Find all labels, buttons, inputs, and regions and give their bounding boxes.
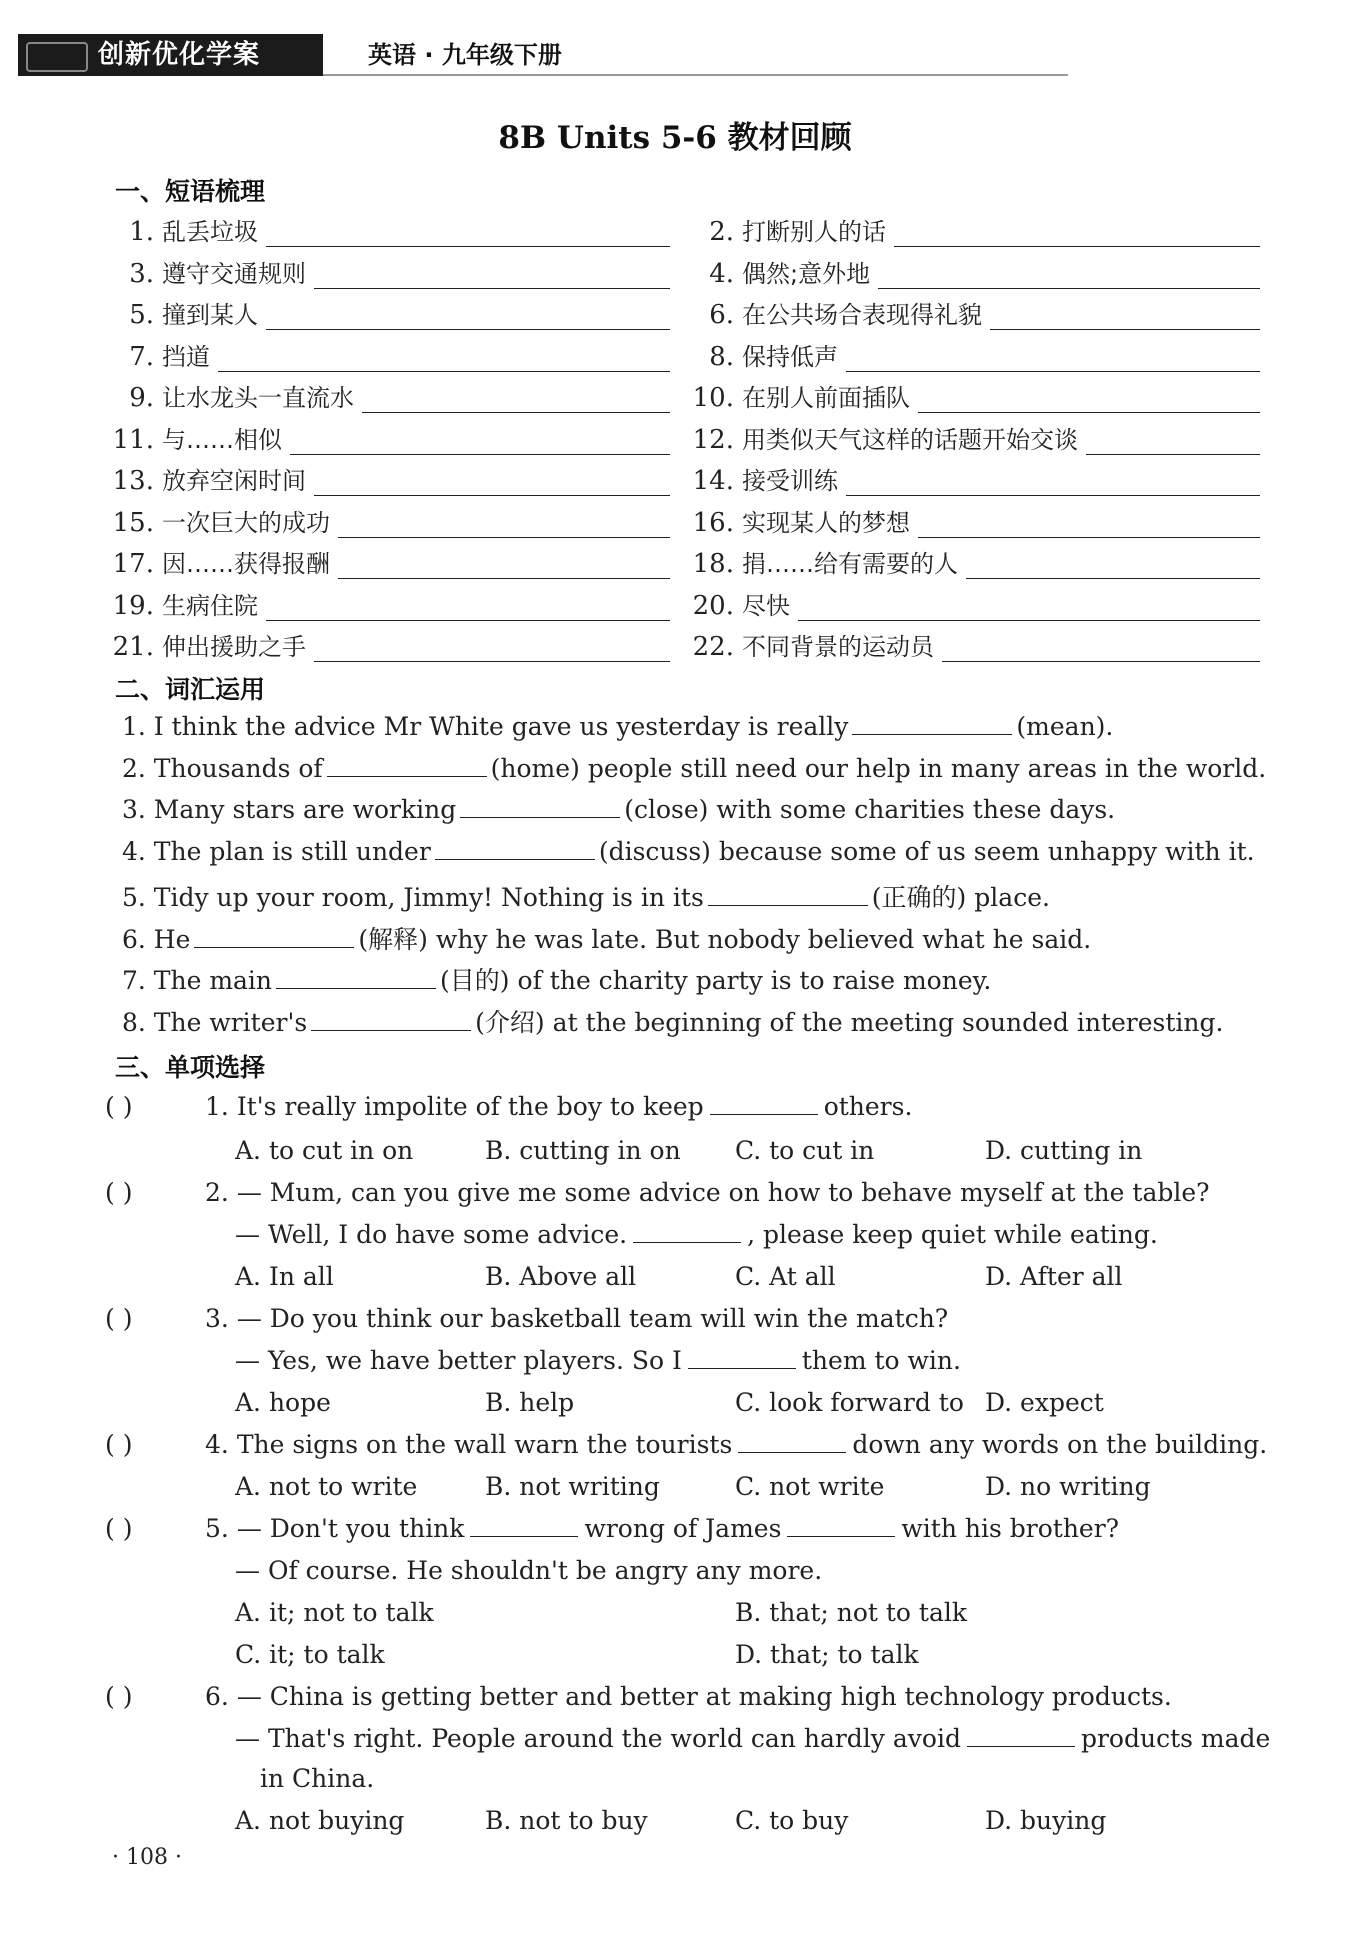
phrase-number: 18. (692, 549, 734, 579)
word-hint: (close) (624, 795, 709, 824)
phrase-number: 20. (692, 590, 734, 621)
option[interactable]: B. Above all (485, 1262, 637, 1291)
phrase-number: 4. (709, 258, 734, 289)
question-text: — That's right. People around the world can hardly avoid (235, 1724, 961, 1753)
question-5 (205, 1514, 1119, 1543)
question-text: — Mum, can you give me some advice on how to behave myself at the table? (236, 1178, 1210, 1207)
question-number: 6. (205, 1682, 229, 1711)
answer-blank[interactable] (787, 1516, 895, 1537)
phrase-number: 2. (709, 217, 734, 247)
phrase-text: 因……获得报酬 (162, 550, 330, 578)
answer-blank[interactable] (688, 1348, 796, 1369)
phrase-number: 22. (692, 632, 734, 662)
phrase-number: 5. (129, 300, 154, 330)
phrase-item (110, 627, 670, 662)
answer-blank[interactable] (846, 347, 1260, 372)
phrase-item (690, 420, 1260, 455)
phrase-item (110, 295, 670, 330)
answer-blank[interactable] (846, 471, 1260, 496)
phrase-text: 一次巨大的成功 (162, 508, 330, 537)
answer-blank[interactable] (1086, 430, 1260, 455)
question-text: The signs on the wall warn the tourists (236, 1430, 733, 1459)
answer-blank[interactable] (738, 1432, 846, 1453)
vocab-text: people still need our help in many areas in the world. (587, 753, 1267, 783)
phrase-item (110, 212, 670, 247)
option[interactable]: D. After all (985, 1262, 1123, 1291)
phrase-text: 尽快 (742, 591, 790, 620)
option[interactable]: B. cutting in on (485, 1136, 681, 1165)
vocab-text: 4. The plan is still under (122, 836, 431, 866)
question-text: products made (1080, 1724, 1271, 1753)
answer-paren[interactable]: ( ) (105, 1514, 133, 1543)
phrase-number: 7. (129, 341, 154, 372)
vocab-text: 3. Many stars are working (122, 795, 457, 824)
phrase-item (690, 212, 1260, 247)
question-number: 5. (205, 1514, 229, 1543)
question-1 (205, 1092, 912, 1121)
word-hint: (介绍) (475, 1007, 545, 1037)
question-text: — Do you think our basketball team will win the match? (236, 1304, 949, 1333)
phrase-text: 乱丢垃圾 (162, 218, 258, 246)
answer-blank[interactable] (966, 554, 1260, 579)
option[interactable]: B. that; not to talk (735, 1598, 968, 1627)
option[interactable]: B. help (485, 1388, 575, 1417)
question-4 (205, 1430, 1267, 1459)
page-title: 8B Units 5-6 教材回顾 (498, 120, 852, 156)
vocab-text: 5. Tidy up your room, Jimmy! Nothing is in its (122, 883, 704, 912)
question-3-line-2 (235, 1346, 961, 1375)
vocab-item (122, 920, 1252, 956)
question-number: 3. (205, 1304, 229, 1333)
phrase-number: 21. (112, 632, 154, 662)
phrase-text: 放弃空闲时间 (162, 467, 306, 495)
option[interactable]: D. buying (985, 1806, 1107, 1835)
phrase-item (690, 295, 1260, 330)
answer-blank[interactable] (290, 430, 670, 455)
phrase-item (110, 420, 670, 455)
answer-blank[interactable] (967, 1726, 1075, 1747)
vocab-item (122, 712, 1252, 741)
phrase-item (110, 544, 670, 579)
book-subject: 英语 · 九年级下册 (368, 41, 562, 69)
answer-blank[interactable] (266, 596, 670, 621)
vocab-text: 2. Thousands of (122, 753, 323, 783)
question-text: — Don't you think (236, 1514, 465, 1543)
answer-blank[interactable] (633, 1222, 741, 1243)
question-text: wrong of James (584, 1514, 782, 1543)
option[interactable]: D. cutting in (985, 1136, 1143, 1165)
option[interactable]: A. In all (235, 1262, 334, 1291)
answer-paren[interactable]: ( ) (105, 1430, 133, 1459)
vocab-text: 7. The main (122, 966, 273, 995)
answer-blank[interactable] (276, 968, 436, 989)
header-divider (323, 74, 1068, 76)
option[interactable]: A. hope (235, 1388, 331, 1417)
phrase-text: 打断别人的话 (742, 218, 886, 246)
section-3-heading: 三、单项选择 (115, 1053, 266, 1082)
section-2-heading: 二、词汇运用 (115, 675, 266, 704)
option[interactable]: D. no writing (985, 1472, 1151, 1501)
answer-blank[interactable] (314, 471, 670, 496)
question-text: , please keep quiet while eating. (747, 1220, 1158, 1249)
phrase-text: 生病住院 (162, 591, 258, 620)
phrase-text: 不同背景的运动员 (742, 633, 934, 661)
phrase-number: 8. (709, 341, 734, 372)
brand-banner (18, 34, 323, 76)
question-2 (205, 1178, 1210, 1207)
phrase-number: 19. (112, 590, 154, 621)
question-text: with his brother? (901, 1514, 1120, 1543)
option[interactable]: C. look forward to (735, 1388, 964, 1417)
phrase-number: 17. (112, 549, 154, 579)
option[interactable]: A. it; not to talk (235, 1598, 434, 1627)
phrase-item (110, 461, 670, 496)
phrase-number: 15. (112, 507, 154, 538)
answer-blank[interactable] (894, 222, 1260, 247)
phrase-number: 14. (692, 466, 734, 496)
question-number: 2. (205, 1178, 229, 1207)
vocab-text: of the charity party is to raise money. (517, 966, 992, 995)
phrase-item (690, 503, 1260, 538)
word-hint: (home) (490, 753, 580, 783)
phrase-text: 用类似天气这样的话题开始交谈 (742, 425, 1078, 454)
option[interactable]: C. it; to talk (235, 1640, 385, 1669)
answer-blank[interactable] (266, 305, 670, 330)
answer-blank[interactable] (338, 513, 670, 538)
vocab-item (122, 753, 1267, 783)
answer-paren[interactable]: ( ) (105, 1092, 133, 1121)
option[interactable]: A. not to write (235, 1472, 418, 1501)
phrase-text: 捐……给有需要的人 (742, 550, 958, 578)
vocab-item (122, 795, 1252, 824)
answer-blank[interactable] (314, 264, 670, 289)
question-6-line-2 (235, 1724, 1270, 1753)
page-number: · 108 · (112, 1845, 182, 1870)
answer-blank[interactable] (266, 222, 670, 247)
option[interactable]: D. expect (985, 1388, 1104, 1417)
option[interactable]: C. to buy (735, 1806, 849, 1835)
phrase-number: 10. (692, 383, 734, 413)
answer-blank[interactable] (435, 839, 595, 860)
phrase-text: 偶然;意外地 (742, 259, 871, 288)
question-text: others. (823, 1092, 913, 1121)
phrase-number: 12. (692, 424, 734, 455)
answer-paren[interactable]: ( ) (105, 1682, 133, 1711)
question-text: — China is getting better and better at making high technology products. (236, 1682, 1172, 1711)
phrase-item (690, 337, 1260, 372)
phrase-item (110, 586, 670, 621)
phrase-number: 1. (129, 217, 154, 247)
phrase-text: 接受训练 (742, 467, 838, 495)
option[interactable]: C. to cut in (735, 1136, 875, 1165)
vocab-text: at the beginning of the meeting sounded interesting. (552, 1007, 1224, 1037)
option[interactable]: C. not write (735, 1472, 885, 1501)
question-text: — Yes, we have better players. So I (235, 1346, 682, 1375)
word-hint: (目的) (440, 966, 510, 995)
phrase-text: 与……相似 (162, 425, 282, 454)
question-text: — Well, I do have some advice. (235, 1220, 628, 1249)
option[interactable]: A. not buying (235, 1806, 405, 1835)
option[interactable]: B. not to buy (485, 1806, 648, 1835)
phrase-text: 伸出援助之手 (162, 633, 306, 661)
answer-blank[interactable] (878, 264, 1260, 289)
word-hint: (正确的) (871, 883, 967, 912)
answer-blank[interactable] (362, 388, 670, 413)
option[interactable]: C. At all (735, 1262, 836, 1291)
question-6-line-3: in China. (260, 1764, 375, 1793)
vocab-item (122, 878, 1252, 914)
phrase-number: 6. (709, 300, 734, 330)
phrase-number: 11. (112, 424, 154, 455)
section-1-heading: 一、短语梳理 (115, 177, 266, 206)
vocab-text: place. (974, 883, 1050, 912)
answer-paren[interactable]: ( ) (105, 1178, 133, 1207)
answer-paren[interactable]: ( ) (105, 1304, 133, 1333)
answer-blank[interactable] (710, 1094, 818, 1115)
phrase-number: 16. (692, 507, 734, 538)
option[interactable]: A. to cut in on (235, 1136, 414, 1165)
vocab-item (122, 1003, 1252, 1039)
vocab-text: 1. I think the advice Mr White gave us yesterday is really (122, 712, 849, 741)
answer-blank[interactable] (338, 554, 670, 579)
answer-blank[interactable] (798, 596, 1260, 621)
answer-blank[interactable] (194, 927, 354, 948)
phrase-text: 让水龙头一直流水 (162, 384, 354, 412)
question-6 (205, 1682, 1172, 1711)
phrase-text: 遵守交通规则 (162, 259, 306, 288)
phrase-text: 保持低声 (742, 342, 838, 371)
question-2-line-2 (235, 1220, 1158, 1249)
vocab-text: 8. The writer's (122, 1007, 308, 1037)
question-5-line-2: — Of course. He shouldn't be angry any more. (235, 1556, 823, 1585)
question-text: them to win. (801, 1346, 961, 1375)
answer-blank[interactable] (852, 714, 1012, 735)
answer-blank[interactable] (942, 637, 1260, 662)
option[interactable]: B. not writing (485, 1472, 660, 1501)
word-hint: (discuss) (598, 836, 711, 866)
phrase-item (690, 378, 1260, 413)
phrase-item (110, 337, 670, 372)
answer-blank[interactable] (918, 513, 1260, 538)
vocab-text: why he was late. But nobody believed what he said. (435, 924, 1092, 954)
answer-blank[interactable] (314, 637, 670, 662)
phrase-item (690, 586, 1260, 621)
vocab-text: with some charities these days. (716, 795, 1116, 824)
page-header (18, 34, 1068, 76)
phrase-item (110, 378, 670, 413)
answer-blank[interactable] (218, 347, 670, 372)
question-text: down any words on the building. (852, 1430, 1268, 1459)
brand-name: 创新优化学案 (98, 40, 261, 70)
phrase-number: 3. (129, 258, 154, 289)
phrase-item (110, 254, 670, 289)
answer-blank[interactable] (311, 1010, 471, 1031)
brand-logo-icon (26, 42, 88, 72)
phrase-item (690, 461, 1260, 496)
question-number: 4. (205, 1430, 229, 1459)
vocab-text: 6. He (122, 924, 191, 954)
question-number: 1. (205, 1092, 229, 1121)
phrase-text: 实现某人的梦想 (742, 508, 910, 537)
phrase-item (690, 627, 1260, 662)
answer-blank[interactable] (470, 1516, 578, 1537)
phrase-text: 在公共场合表现得礼貌 (742, 301, 982, 329)
word-hint: (解释) (358, 924, 428, 954)
question-text: It's really impolite of the boy to keep (236, 1092, 704, 1121)
phrase-number: 9. (129, 383, 154, 413)
phrase-text: 在别人前面插队 (742, 384, 910, 412)
phrase-number: 13. (112, 466, 154, 496)
phrase-item (110, 503, 670, 538)
answer-blank[interactable] (918, 388, 1260, 413)
phrase-item (690, 254, 1260, 289)
question-3 (205, 1304, 948, 1333)
vocab-text: because some of us seem unhappy with it. (718, 836, 1255, 866)
phrase-item (690, 544, 1260, 579)
answer-blank[interactable] (990, 305, 1260, 330)
vocab-item (122, 961, 1252, 997)
answer-blank[interactable] (708, 885, 868, 906)
word-hint: (mean). (1016, 712, 1114, 741)
vocab-item (122, 836, 1255, 866)
phrase-text: 撞到某人 (162, 301, 258, 329)
answer-blank[interactable] (327, 756, 487, 777)
phrase-text: 挡道 (162, 342, 210, 371)
answer-blank[interactable] (460, 797, 620, 818)
option[interactable]: D. that; to talk (735, 1640, 919, 1669)
